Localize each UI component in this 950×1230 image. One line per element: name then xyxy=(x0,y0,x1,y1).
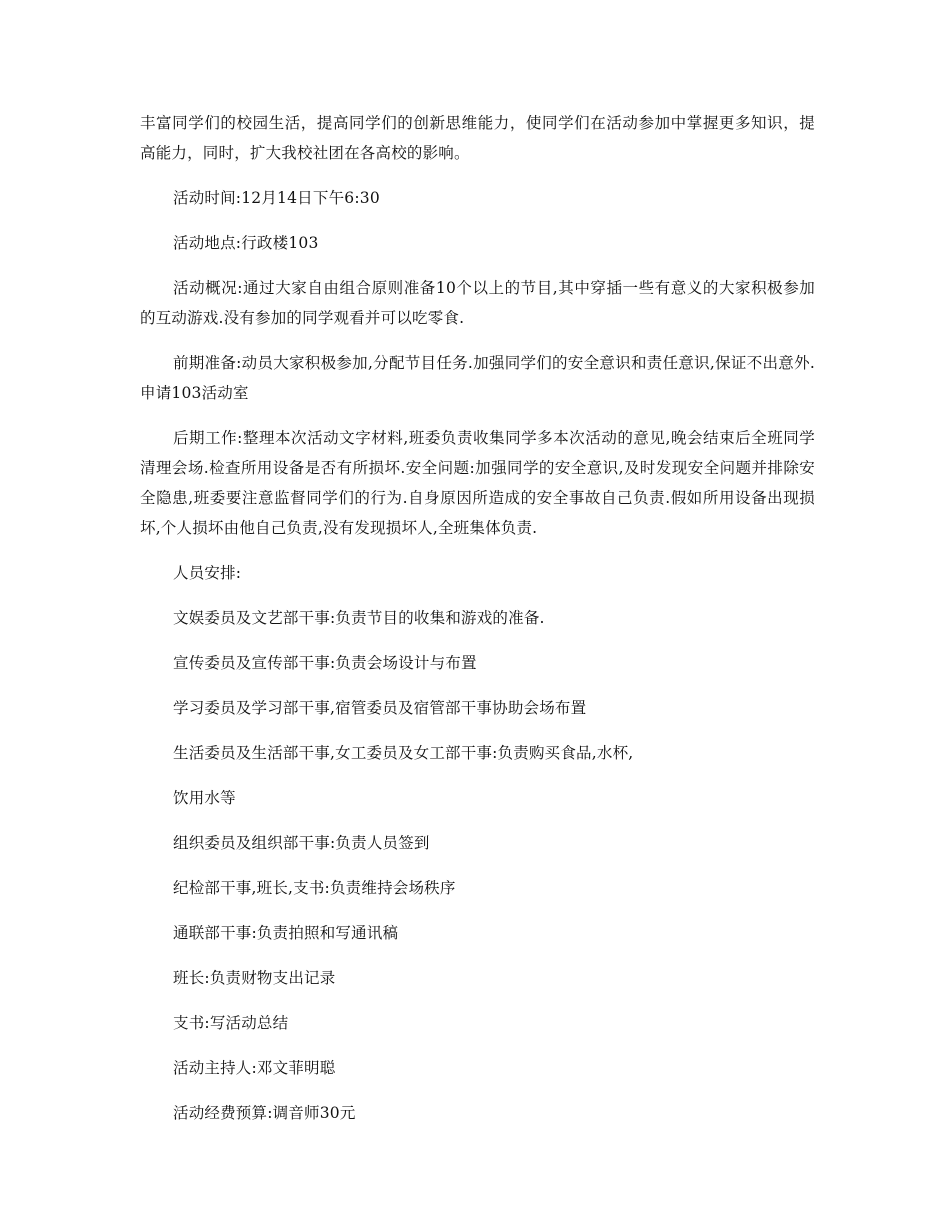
paragraph-discipline-role: 纪检部干事,班长,支书:负责维持会场秩序 xyxy=(173,879,456,897)
paragraph-publicity-role: 宣传委员及宣传部干事:负责会场设计与布置 xyxy=(173,654,477,672)
paragraph-study-dorm-role: 学习委员及学习部干事,宿管委员及宿管部干事协助会场布置 xyxy=(173,699,587,717)
paragraph-communication-role: 通联部干事:负责拍照和写通讯稿 xyxy=(173,924,399,942)
paragraph-host: 活动主持人:邓文菲明聪 xyxy=(173,1059,336,1077)
paragraph-secretary-role: 支书:写活动总结 xyxy=(173,1014,289,1032)
paragraph-life-women-role: 生活委员及生活部干事,女工委员及女工部干事:负责购买食品,水杯, xyxy=(173,744,634,762)
paragraph-drinking-water: 饮用水等 xyxy=(173,789,236,807)
paragraph-activity-time: 活动时间:12月14日下午6:30 xyxy=(173,189,380,207)
paragraph-monitor-role: 班长:负责财物支出记录 xyxy=(173,969,336,987)
document-body xyxy=(140,108,815,1128)
paragraph-preparation: 前期准备:动员大家积极参加,分配节目任务.加强同学们的安全意识和责任意识,保证不出意外.申请103活动室 xyxy=(140,354,815,402)
paragraph-budget: 活动经费预算:调音师30元 xyxy=(173,1104,356,1122)
paragraph-staff-arrangement: 人员安排: xyxy=(173,564,242,582)
paragraph-intro: 丰富同学们的校园生活，提高同学们的创新思维能力，使同学们在活动参加中掌握更多知识，提高能力，同时，扩大我校社团在各高校的影响。 xyxy=(140,114,815,162)
paragraph-entertainment-role: 文娱委员及文艺部干事:负责节目的收集和游戏的准备. xyxy=(173,609,545,627)
paragraph-follow-up-work: 后期工作:整理本次活动文字材料,班委负责收集同学多本次活动的意见,晚会结束后全班同学清理会场.检查所用设备是否有所损坏.安全问题:加强同学的安全意识,及时发现安全问题并排除安全隐患,班委要注意监督同学们的行为.自身原因所造成的安全事故自己负责.假如所用设备出现损坏,个人损坏由他自己负责,没有发现损坏人,全班集体负责. xyxy=(140,429,815,537)
paragraph-activity-overview: 活动概况:通过大家自由组合原则准备10个以上的节目,其中穿插一些有意义的大家积极参加的互动游戏.没有参加的同学观看并可以吃零食. xyxy=(140,279,815,327)
paragraph-organization-role: 组织委员及组织部干事:负责人员签到 xyxy=(173,834,430,852)
paragraph-activity-location: 活动地点:行政楼103 xyxy=(173,234,319,252)
